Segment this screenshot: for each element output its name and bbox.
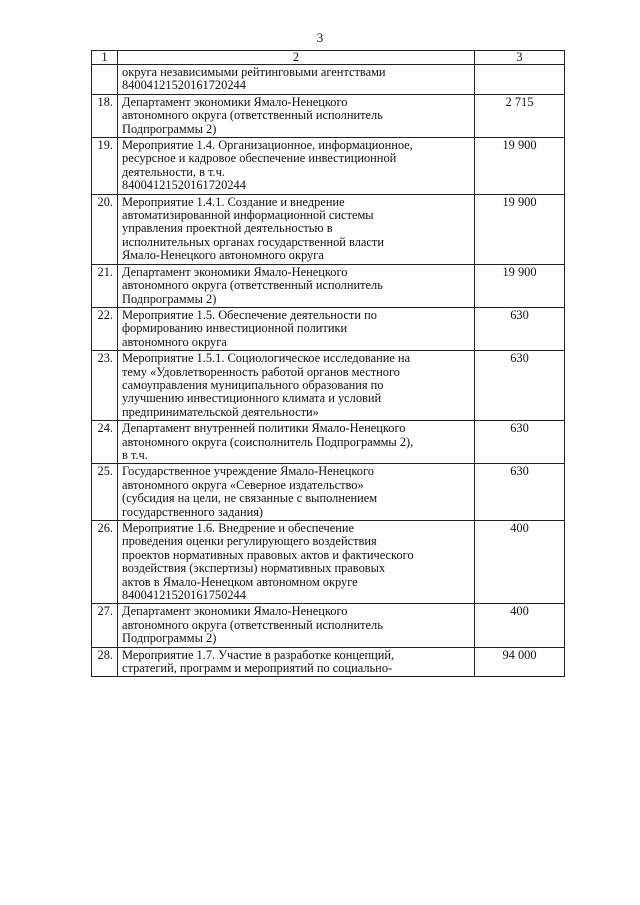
row-number: 21. — [92, 264, 118, 307]
row-amount: 400 — [475, 521, 565, 604]
row-number: 19. — [92, 138, 118, 195]
row-amount: 630 — [475, 464, 565, 521]
row-description: Мероприятие 1.6. Внедрение и обеспечение проведения оценки регулирующего воздействия проектов нормативных правовых актов и фактического воздействия (экспертизы) нормативных правовых актов в Ямало-Ненецком автономном округе 84004121520161750244 — [118, 521, 475, 604]
table-row — [92, 647, 565, 677]
row-amount: 19 900 — [475, 264, 565, 307]
table-row — [92, 521, 565, 604]
row-number: 25. — [92, 464, 118, 521]
row-description: Мероприятие 1.7. Участие в разработке концепций, стратегий, программ и мероприятий по социально- — [118, 647, 475, 677]
table-row — [92, 264, 565, 307]
row-number: 28. — [92, 647, 118, 677]
row-description: Мероприятие 1.5.1. Социологическое исследование на тему «Удовлетворенность работой органов местного самоуправления муниципального образования по улучшению инвестиционного климата и условий предпринимательской деятельности» — [118, 351, 475, 421]
budget-table — [91, 50, 565, 677]
row-number — [92, 65, 118, 95]
row-number: 18. — [92, 94, 118, 137]
row-amount — [475, 65, 565, 95]
table-row — [92, 194, 565, 264]
table-row — [92, 421, 565, 464]
row-description: Мероприятие 1.4.1. Создание и внедрение автоматизированной информационной системы управления проектной деятельностью в исполнительных органах государственной власти Ямало-Ненецкого автономного округа — [118, 194, 475, 264]
table-row — [92, 464, 565, 521]
table-header-row — [92, 51, 565, 65]
row-amount: 630 — [475, 421, 565, 464]
row-amount: 2 715 — [475, 94, 565, 137]
row-description: Департамент экономики Ямало-Ненецкого автономного округа (ответственный исполнитель Подпрограммы 2) — [118, 604, 475, 647]
row-number: 22. — [92, 307, 118, 350]
row-number: 24. — [92, 421, 118, 464]
row-description: округа независимыми рейтинговыми агентствами 84004121520161720244 — [118, 65, 475, 95]
row-description: Департамент внутренней политики Ямало-Ненецкого автономного округа (соисполнитель Подпрограммы 2), в т.ч. — [118, 421, 475, 464]
row-description: Мероприятие 1.4. Организационное, информационное, ресурсное и кадровое обеспечение инвестиционной деятельности, в т.ч. 84004121520161720244 — [118, 138, 475, 195]
row-number: 27. — [92, 604, 118, 647]
row-number: 23. — [92, 351, 118, 421]
table-row — [92, 351, 565, 421]
row-amount: 630 — [475, 307, 565, 350]
table-row — [92, 138, 565, 195]
row-amount: 400 — [475, 604, 565, 647]
row-description: Департамент экономики Ямало-Ненецкого автономного округа (ответственный исполнитель Подпрограммы 2) — [118, 94, 475, 137]
page-number: 3 — [316, 30, 324, 45]
column-header-description: 2 — [118, 51, 475, 65]
table-row — [92, 94, 565, 137]
table-row — [92, 604, 565, 647]
row-number: 26. — [92, 521, 118, 604]
row-number: 20. — [92, 194, 118, 264]
column-header-amount: 3 — [475, 51, 565, 65]
row-amount: 19 900 — [475, 138, 565, 195]
row-amount: 19 900 — [475, 194, 565, 264]
row-description: Мероприятие 1.5. Обеспечение деятельности по формированию инвестиционной политики автономного округа — [118, 307, 475, 350]
table-row — [92, 65, 565, 95]
row-description: Департамент экономики Ямало-Ненецкого автономного округа (ответственный исполнитель Подпрограммы 2) — [118, 264, 475, 307]
column-header-number: 1 — [92, 51, 118, 65]
table-row — [92, 307, 565, 350]
row-amount: 630 — [475, 351, 565, 421]
row-description: Государственное учреждение Ямало-Ненецкого автономного округа «Северное издательство» (субсидия на цели, не связанные с выполнением государственного задания) — [118, 464, 475, 521]
row-amount: 94 000 — [475, 647, 565, 677]
